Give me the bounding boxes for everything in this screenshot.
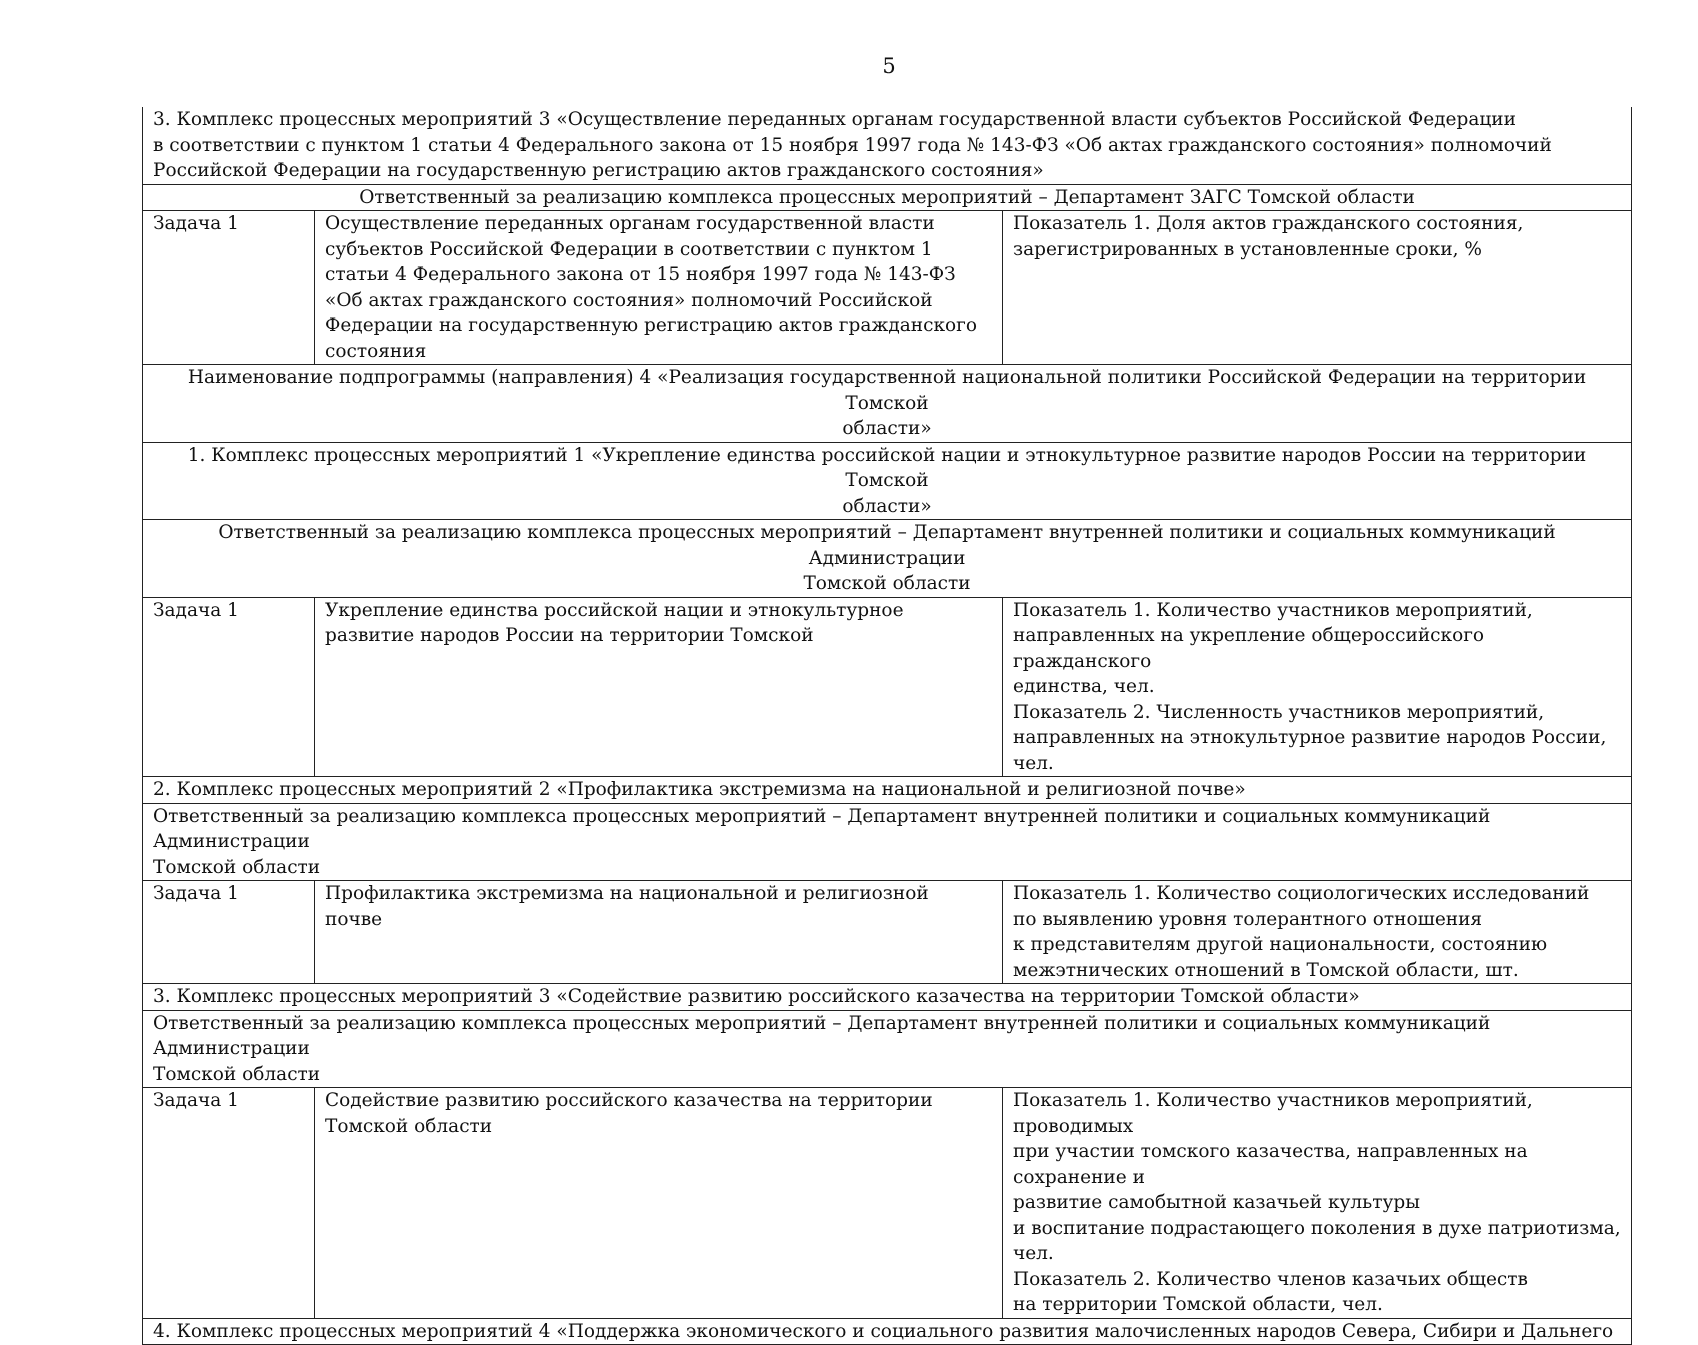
- subprogram4-title: Наименование подпрограммы (направления) 4 «Реализация государственной национальной политики Российской Федерации на территории Томской области»: [143, 365, 1632, 443]
- table-row-complex3-task: [143, 211, 1632, 365]
- complex3-task-text: Осуществление переданных органам государственной власти субъектов Российской Федерации в соответствии с пунктом 1 статьи 4 Федерального закона от 15 ноября 1997 года № 143-ФЗ «Об актах гражданского состояния» полномочий Российской Федерации на государственную регистрацию актов гражданского состояния: [315, 211, 1003, 365]
- program-structure-table: [142, 107, 1632, 1345]
- table-row-sp4-complex3-responsible: [143, 1010, 1632, 1088]
- sp4-complex1-title: 1. Комплекс процессных мероприятий 1 «Укрепление единства российской нации и этнокультурное развитие народов России на территории Томской области»: [143, 442, 1632, 520]
- complex3-task-indicator: Показатель 1. Доля актов гражданского состояния, зарегистрированных в установленные сроки, %: [1003, 211, 1632, 365]
- table-row-sp4-complex1-title: [143, 442, 1632, 520]
- table-row-complex3-title: [143, 107, 1632, 184]
- table-row-sp4-complex4-title: [143, 1318, 1632, 1345]
- complex3-task-label: Задача 1: [143, 211, 315, 365]
- sp4-complex2-title: 2. Комплекс процессных мероприятий 2 «Профилактика экстремизма на национальной и религиозной почве»: [143, 777, 1632, 804]
- sp4-complex3-task-label: Задача 1: [143, 1088, 315, 1319]
- sp4-complex3-task-text: Содействие развитию российского казачества на территории Томской области: [315, 1088, 1003, 1319]
- sp4-complex3-task-indicator: Показатель 1. Количество участников мероприятий, проводимых при участии томского казачества, направленных на сохранение и развитие самобытной казачьей культуры и воспитание подрастающего поколения в духе патриотизма, чел. Показатель 2. Количество членов казачьих обществ на территории Томской области, чел.: [1003, 1088, 1632, 1319]
- complex3-title: 3. Комплекс процессных мероприятий 3 «Осуществление переданных органам государственной власти субъектов Российской Федерации в соответствии с пунктом 1 статьи 4 Федерального закона от 15 ноября 1997 года № 143-ФЗ «Об актах гражданского состояния» полномочий Российской Федерации на государственную регистрацию актов гражданского состояния»: [143, 107, 1632, 184]
- table-row-complex3-responsible: [143, 184, 1632, 211]
- sp4-complex2-responsible: Ответственный за реализацию комплекса процессных мероприятий – Департамент внутренней политики и социальных коммуникаций Администрации Томской области: [143, 803, 1632, 881]
- table-row-sp4-complex3-task: [143, 1088, 1632, 1319]
- table-row-sp4-complex2-responsible: [143, 803, 1632, 881]
- table-row-subprogram4-title: [143, 365, 1632, 443]
- sp4-complex2-task-label: Задача 1: [143, 881, 315, 984]
- sp4-complex2-task-text: Профилактика экстремизма на национальной и религиозной почве: [315, 881, 1003, 984]
- sp4-complex1-task-indicator: Показатель 1. Количество участников мероприятий, направленных на укрепление общероссийского гражданского единства, чел. Показатель 2. Численность участников мероприятий, направленных на этнокультурное развитие народов России, чел.: [1003, 597, 1632, 777]
- sp4-complex1-task-text: Укрепление единства российской нации и этнокультурное развитие народов России на территории Томской: [315, 597, 1003, 777]
- sp4-complex1-task-label: Задача 1: [143, 597, 315, 777]
- sp4-complex2-task-indicator: Показатель 1. Количество социологических исследований по выявлению уровня толерантного отношения к представителям другой национальности, состоянию межэтнических отношений в Томской области, шт.: [1003, 881, 1632, 984]
- table-row-sp4-complex1-responsible: [143, 520, 1632, 598]
- table-row-sp4-complex3-title: [143, 984, 1632, 1011]
- sp4-complex4-title: 4. Комплекс процессных мероприятий 4 «Поддержка экономического и социального развития малочисленных народов Севера, Сибири и Дальнего: [143, 1318, 1632, 1345]
- table-row-sp4-complex2-title: [143, 777, 1632, 804]
- table-row-sp4-complex2-task: [143, 881, 1632, 984]
- page-number: 5: [882, 54, 896, 78]
- table-row-sp4-complex1-task: [143, 597, 1632, 777]
- complex3-responsible: Ответственный за реализацию комплекса процессных мероприятий – Департамент ЗАГС Томской области: [143, 184, 1632, 211]
- sp4-complex3-title: 3. Комплекс процессных мероприятий 3 «Содействие развитию российского казачества на территории Томской области»: [143, 984, 1632, 1011]
- sp4-complex1-responsible: Ответственный за реализацию комплекса процессных мероприятий – Департамент внутренней политики и социальных коммуникаций Администрации Томской области: [143, 520, 1632, 598]
- sp4-complex3-responsible: Ответственный за реализацию комплекса процессных мероприятий – Департамент внутренней политики и социальных коммуникаций Администрации Томской области: [143, 1010, 1632, 1088]
